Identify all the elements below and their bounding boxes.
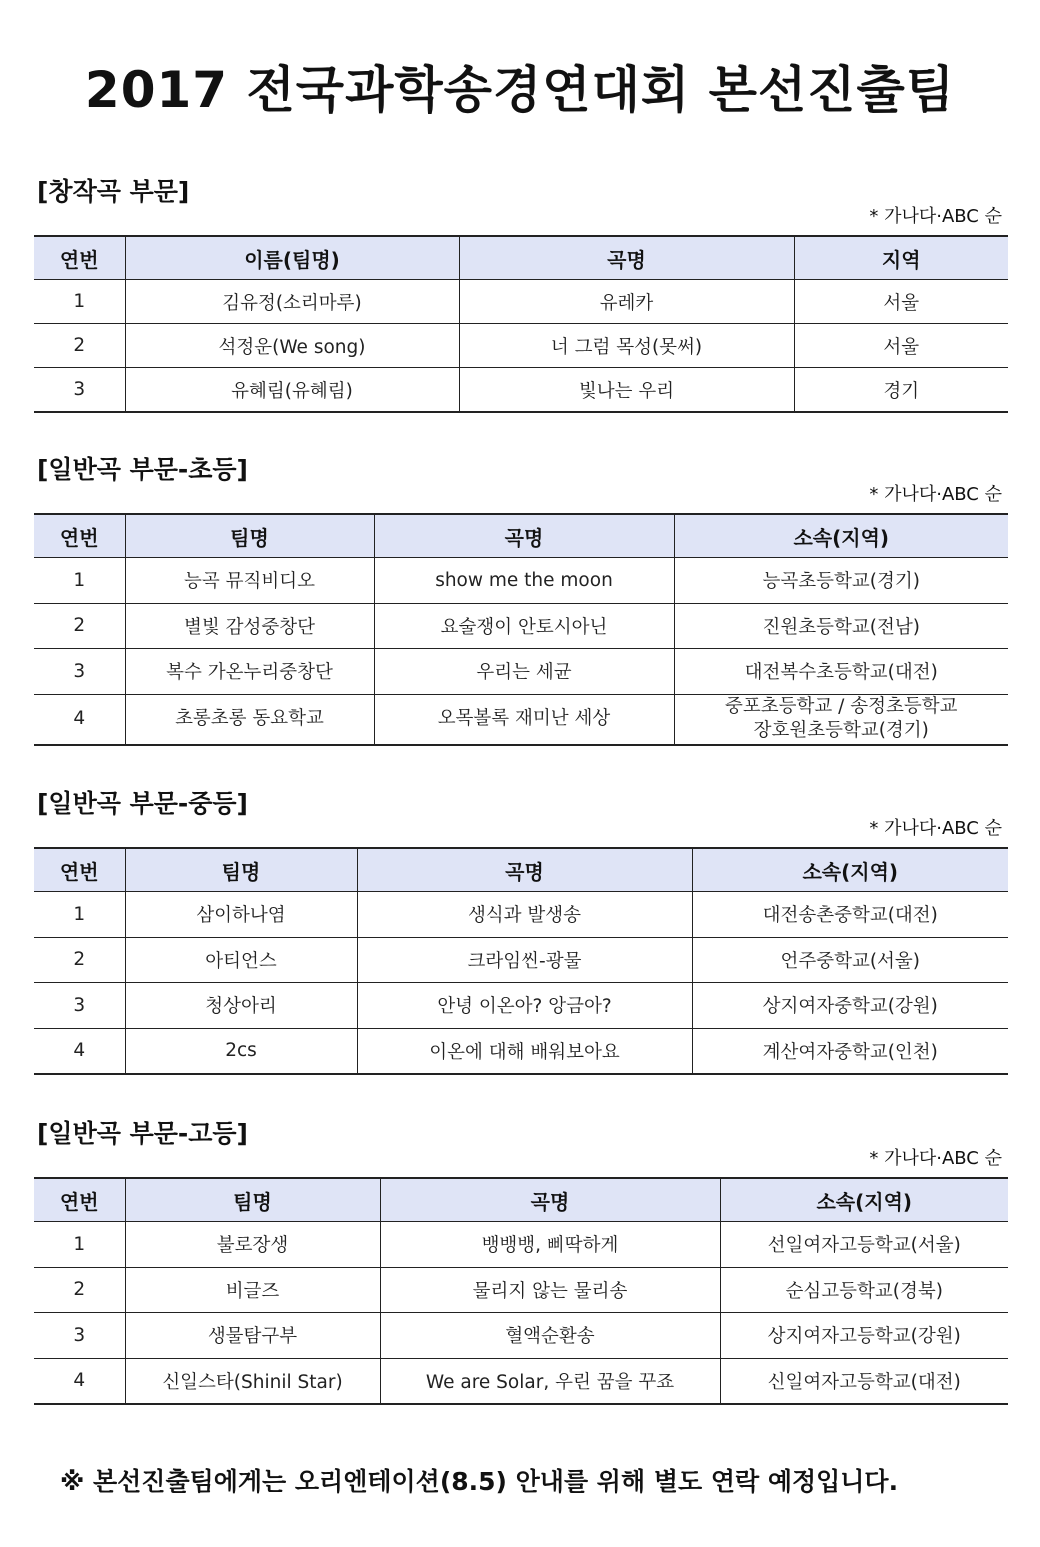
table-cell: 대전송촌중학교(대전) xyxy=(692,892,1008,938)
table-row xyxy=(34,649,1008,695)
table-cell: 청상아리 xyxy=(125,983,357,1029)
high-table xyxy=(34,1177,1008,1405)
sort-note: * 가나다·ABC 순 xyxy=(869,1148,1002,1169)
section-heading-high: [일반곡 부문-고등] xyxy=(37,1119,248,1148)
table-cell: 이온에 대해 배워보아요 xyxy=(357,1028,692,1074)
middle-table xyxy=(34,847,1008,1075)
table-row xyxy=(34,983,1008,1029)
table-cell: 복수 가온누리중창단 xyxy=(125,649,374,695)
sort-note: * 가나다·ABC 순 xyxy=(869,818,1002,839)
table-cell: 상지여자고등학교(강원) xyxy=(720,1313,1008,1359)
table-cell: 능곡 뮤직비디오 xyxy=(125,558,374,604)
table-row xyxy=(34,1313,1008,1359)
table-cell: 2 xyxy=(34,937,125,983)
table-row xyxy=(34,1222,1008,1268)
table-cell: 3 xyxy=(34,1313,125,1359)
column-header: 팀명 xyxy=(125,848,357,892)
table-cell: 물리지 않는 물리송 xyxy=(380,1267,720,1313)
table-cell: 우리는 세균 xyxy=(374,649,674,695)
table-cell: 서울 xyxy=(794,280,1008,324)
table-cell: 선일여자고등학교(서울) xyxy=(720,1222,1008,1268)
table-cell: 언주중학교(서울) xyxy=(692,937,1008,983)
column-header: 곡명 xyxy=(459,236,794,280)
table-cell: 뱅뱅뱅, 삐딱하게 xyxy=(380,1222,720,1268)
table-cell: 순심고등학교(경북) xyxy=(720,1267,1008,1313)
column-header: 연번 xyxy=(34,236,125,280)
column-header: 소속(지역) xyxy=(720,1178,1008,1222)
table-cell: 너 그럼 목성(못써) xyxy=(459,324,794,368)
table-cell: 1 xyxy=(34,558,125,604)
table-header-row xyxy=(34,514,1008,558)
table-cell: 1 xyxy=(34,280,125,324)
column-header: 연번 xyxy=(34,514,125,558)
table-cell: 서울 xyxy=(794,324,1008,368)
table-cell: 요술쟁이 안토시아닌 xyxy=(374,603,674,649)
column-header: 곡명 xyxy=(380,1178,720,1222)
table-cell: 2 xyxy=(34,324,125,368)
table-row xyxy=(34,603,1008,649)
column-header: 팀명 xyxy=(125,514,374,558)
table-cell: 2 xyxy=(34,603,125,649)
column-header: 소속(지역) xyxy=(692,848,1008,892)
table-cell: 상지여자중학교(강원) xyxy=(692,983,1008,1029)
table-header-row xyxy=(34,236,1008,280)
table-row xyxy=(34,937,1008,983)
table-cell: 계산여자중학교(인천) xyxy=(692,1028,1008,1074)
affiliation-line: 중포초등학교 / 송정초등학교 xyxy=(725,696,958,717)
table-cell: 석정운(We song) xyxy=(125,324,459,368)
table-cell: 오목볼록 재미난 세상 xyxy=(374,694,674,745)
table-cell: 안녕 이온아? 앙금아? xyxy=(357,983,692,1029)
table-cell: 4 xyxy=(34,1028,125,1074)
column-header: 연번 xyxy=(34,848,125,892)
section-heading-creative: [창작곡 부문] xyxy=(37,177,190,206)
page-title: 2017 전국과학송경연대회 본선진출팀 xyxy=(84,61,956,119)
table-cell: 생식과 발생송 xyxy=(357,892,692,938)
table-header-row xyxy=(34,1178,1008,1222)
table-row xyxy=(34,1358,1008,1404)
column-header: 곡명 xyxy=(357,848,692,892)
table-cell: 4 xyxy=(34,694,125,745)
column-header: 곡명 xyxy=(374,514,674,558)
table-cell: 유레카 xyxy=(459,280,794,324)
table-header-row xyxy=(34,848,1008,892)
table-cell: 비글즈 xyxy=(125,1267,380,1313)
table-cell: 유혜림(유혜림) xyxy=(125,368,459,413)
table-cell: 빛나는 우리 xyxy=(459,368,794,413)
table-cell: 크라임씬-광물 xyxy=(357,937,692,983)
section-heading-middle: [일반곡 부문-중등] xyxy=(37,789,248,818)
table-row xyxy=(34,324,1008,368)
table-cell: 신일여자고등학교(대전) xyxy=(720,1358,1008,1404)
table-cell: 혈액순환송 xyxy=(380,1313,720,1359)
table-cell: 2 xyxy=(34,1267,125,1313)
column-header: 소속(지역) xyxy=(674,514,1008,558)
footer-note: ※ 본선진출팀에게는 오리엔테이션(8.5) 안내를 위해 별도 연락 예정입니다. xyxy=(60,1467,899,1496)
table-cell: 4 xyxy=(34,1358,125,1404)
table-row xyxy=(34,558,1008,604)
table-row xyxy=(34,892,1008,938)
table-row xyxy=(34,368,1008,413)
table-row xyxy=(34,280,1008,324)
table-cell-affiliation xyxy=(674,694,1008,745)
table-cell: 3 xyxy=(34,983,125,1029)
table-cell: 불로장생 xyxy=(125,1222,380,1268)
table-cell: 대전복수초등학교(대전) xyxy=(674,649,1008,695)
table-cell: 1 xyxy=(34,1222,125,1268)
table-cell: 2cs xyxy=(125,1028,357,1074)
column-header: 팀명 xyxy=(125,1178,380,1222)
creative-table xyxy=(34,235,1008,413)
column-header: 연번 xyxy=(34,1178,125,1222)
table-cell: 신일스타(Shinil Star) xyxy=(125,1358,380,1404)
table-row xyxy=(34,1028,1008,1074)
table-cell: 3 xyxy=(34,649,125,695)
table-cell: 초롱초롱 동요학교 xyxy=(125,694,374,745)
table-cell: We are Solar, 우린 꿈을 꾸죠 xyxy=(380,1358,720,1404)
table-cell: 경기 xyxy=(794,368,1008,413)
table-row xyxy=(34,694,1008,745)
affiliation-line: 장호원초등학교(경기) xyxy=(753,720,929,741)
table-cell: 3 xyxy=(34,368,125,413)
table-cell: 삼이하나염 xyxy=(125,892,357,938)
table-cell: 김유정(소리마루) xyxy=(125,280,459,324)
table-cell: 진원초등학교(전남) xyxy=(674,603,1008,649)
table-cell: 생물탐구부 xyxy=(125,1313,380,1359)
table-cell: 1 xyxy=(34,892,125,938)
table-cell: 아티언스 xyxy=(125,937,357,983)
sort-note: * 가나다·ABC 순 xyxy=(869,206,1002,227)
table-row xyxy=(34,1267,1008,1313)
table-cell: show me the moon xyxy=(374,558,674,604)
column-header: 이름(팀명) xyxy=(125,236,459,280)
section-heading-elementary: [일반곡 부문-초등] xyxy=(37,455,248,484)
table-cell: 별빛 감성중창단 xyxy=(125,603,374,649)
column-header: 지역 xyxy=(794,236,1008,280)
table-cell: 능곡초등학교(경기) xyxy=(674,558,1008,604)
elementary-table xyxy=(34,513,1008,746)
sort-note: * 가나다·ABC 순 xyxy=(869,484,1002,505)
